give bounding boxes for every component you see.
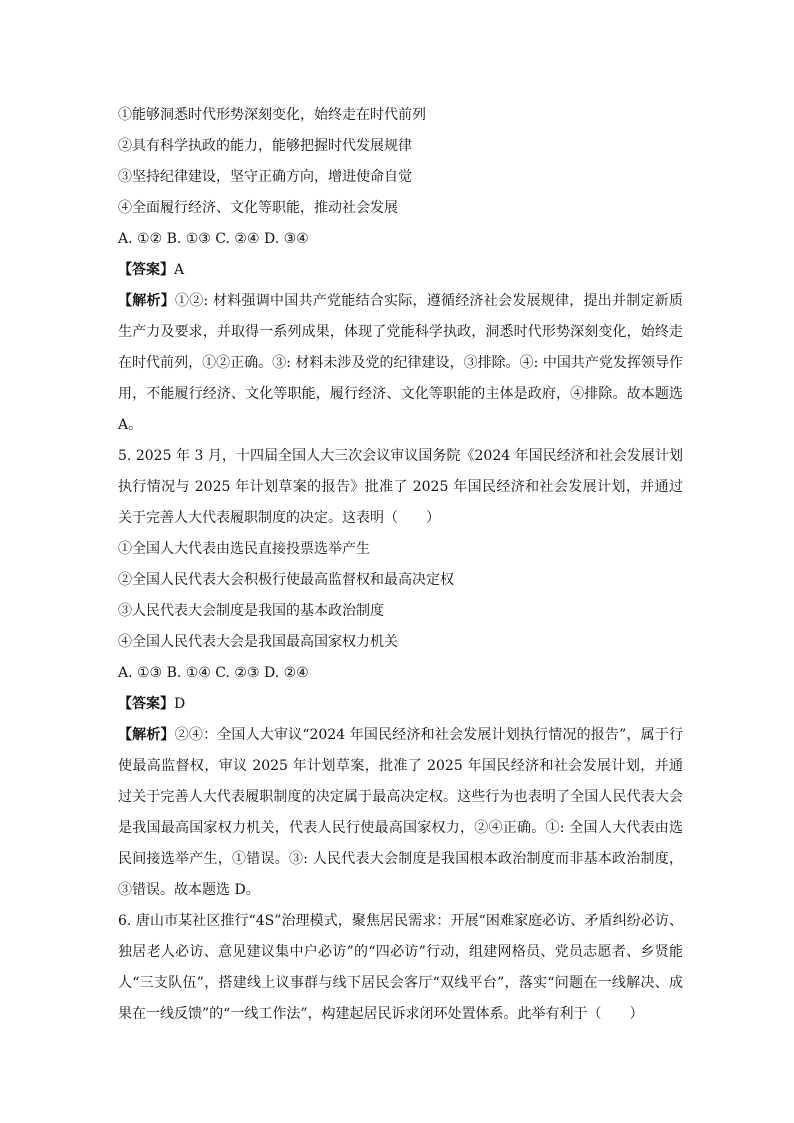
document-content xyxy=(118,100,683,1030)
q4-option-1: ①能够洞悉时代形势深刻变化，始终走在时代前列 xyxy=(118,107,426,123)
q5-choices: A. ①③ B. ①④ C. ②③ D. ②④ xyxy=(118,665,309,681)
q4-option-4: ④全面履行经济、文化等职能，推动社会发展 xyxy=(118,200,398,216)
q4-answer-value: A xyxy=(174,262,185,278)
q5-analysis xyxy=(118,720,683,906)
q6-stem: 6. 唐山市某社区推行“4S”治理模式，聚焦居民需求：开展“困难家庭必访、矛盾纠纷必访、独居老人必访、意见建议集中户必访”的“四必访”行动，组建网格员、党员志愿者、乡贤能人“三支队伍”，搭建线上议事群与线下居民会客厅“双线平台”，落实“问题在一线解决、成果在一线反馈”的“一线工作法”，构建起居民诉求闭环处置体系。此举有利于（ ） xyxy=(118,913,683,1022)
q5-option-4: ④全国人民代表大会是我国最高国家权力机关 xyxy=(118,634,398,650)
q4-answer xyxy=(118,255,683,286)
q4-choices: A. ①② B. ①③ C. ②④ D. ③④ xyxy=(118,231,309,247)
q5-option-3: ③人民代表大会制度是我国的基本政治制度 xyxy=(118,603,384,619)
q5-analysis-tag: 【解析】 xyxy=(118,727,175,743)
q4-option-2: ②具有科学执政的能力，能够把握时代发展规律 xyxy=(118,138,412,154)
q4-analysis-text: ①②: 材料强调中国共产党能结合实际，遵循经济社会发展规律，提出并制定新质生产力及要求，并取得一系列成果，体现了党能科学执政，洞悉时代形势深刻变化，始终走在时代前列，①②正确。③: 材料未涉及党的纪律建设，③排除。④: 中国共产党发挥领导作用，不能履行经济、文化等职能，履行经济、文化等职能的主体是政府，④排除。故本题选 A。 xyxy=(118,293,684,433)
q5-option-2: ②全国人民代表大会积极行使最高监督权和最高决定权 xyxy=(118,572,454,588)
q5-answer-value: D xyxy=(174,696,186,712)
q4-analysis-tag: 【解析】 xyxy=(118,293,176,309)
q4-analysis xyxy=(118,286,683,441)
q5-option-1: ①全国人大代表由选民直接投票选举产生 xyxy=(118,541,370,557)
q5-answer-tag: 【答案】 xyxy=(118,696,174,712)
q5-stem: 5. 2025 年 3 月，十四届全国人大三次会议审议国务院《2024 年国民经济和社会发展计划执行情况与 2025 年计划草案的报告》批准了 2025 年国民经济和社会发展计划，并通过关于完善人大代表履职制度的决定。这表明（ ） xyxy=(118,448,683,526)
q4-answer-tag: 【答案】 xyxy=(118,262,174,278)
q5-analysis-text: ②④：全国人大审议“2024 年国民经济和社会发展计划执行情况的报告”，属于行使最高监督权，审议 2025 年计划草案，批准了 2025 年国民经济和社会发展计划，并通过关于完善人大代表履职制度的决定属于最高决定权。这些行为也表明了全国人民代表大会是我国最高国家权力机关，代表人民行使最高国家权力，②④正确。①: 全国人大代表由选民间接选举产生，①错误。③: 人民代表大会制度是我国根本政治制度而非基本政治制度，③错误。故本题选 D。 xyxy=(118,727,683,898)
q5-answer xyxy=(118,689,683,720)
q4-option-3: ③坚持纪律建设，坚守正确方向，增进使命自觉 xyxy=(118,169,412,185)
